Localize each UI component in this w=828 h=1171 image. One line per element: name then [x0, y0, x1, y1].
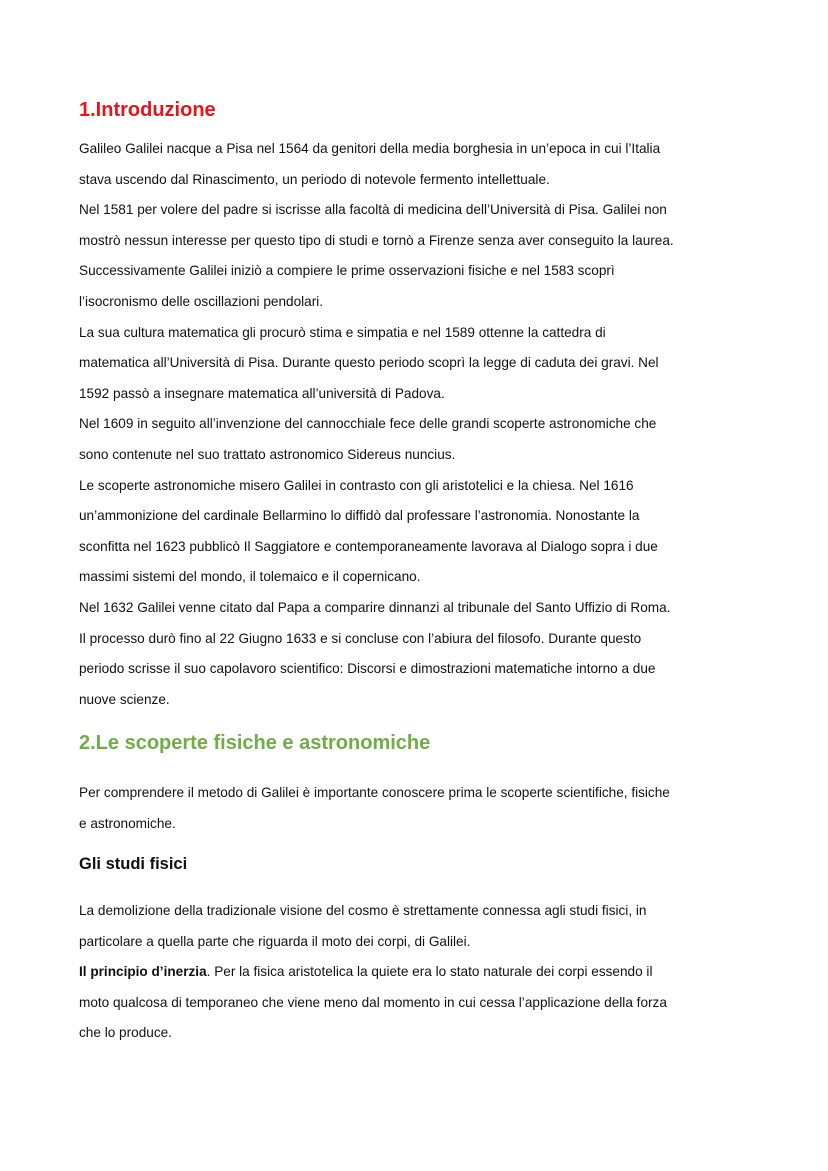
text-line: nuove scienze. [79, 691, 170, 707]
text-line: matematica all’Università di Pisa. Durante questo periodo scoprì la legge di caduta dei gravi. Nel [79, 355, 659, 371]
text-line: Nel 1632 Galilei venne citato dal Papa a comparire dinnanzi al tribunale del Santo Uffizio di Roma. [79, 599, 671, 615]
text-line: Nel 1609 in seguito all’invenzione del cannocchiale fece delle grandi scoperte astronomiche che [79, 416, 657, 432]
studi-fisici-paragraph [79, 896, 667, 1049]
text-line: 1592 passò a insegnare matematica all’università di Padova. [79, 385, 445, 401]
text-line: stava uscendo dal Rinascimento, un periodo di notevole fermento intellettuale. [79, 171, 550, 187]
text-line: massimi sistemi del mondo, il tolemaico e il copernicano. [79, 569, 421, 585]
text-line: e astronomiche. [79, 815, 176, 831]
text-line [79, 957, 667, 988]
text-line: La demolizione della tradizionale visione del cosmo è strettamente connessa agli studi fisici, in [79, 903, 647, 918]
text-line: Galileo Galilei nacque a Pisa nel 1564 da genitori della media borghesia in un’epoca in cui l’Italia [79, 141, 661, 156]
text-line: Le scoperte astronomiche misero Galilei in contrasto con gli aristotelici e la chiesa. Nel 1616 [79, 477, 634, 493]
scoperte-intro-paragraph [79, 778, 670, 839]
text-line: moto qualcosa di temporaneo che viene meno dal momento in cui cessa l’applicazione della forza [79, 994, 667, 1010]
text-line: che lo produce. [79, 1025, 172, 1041]
section-heading-introduzione: 1.Introduzione [79, 99, 216, 121]
text-line: Il processo durò fino al 22 Giugno 1633 e si concluse con l’abiura del filosofo. Durante questo [79, 630, 642, 646]
section-heading-scoperte: 2.Le scoperte fisiche e astronomiche [79, 732, 431, 754]
text-line: un’ammonizione del cardinale Bellarmino lo diffidò dal professare l’astronomia. Nonostante la [79, 508, 640, 524]
text-line: l’isocronismo delle oscillazioni pendolari. [79, 293, 324, 309]
text-line: Per comprendere il metodo di Galilei è importante conoscere prima le scoperte scientifiche, fisiche [79, 785, 670, 800]
text-line: mostrò nessun interesse per questo tipo di studi e tornò a Firenze senza aver conseguito la laurea. [79, 232, 674, 248]
text-line: particolare a quella parte che riguarda il moto dei corpi, di Galilei. [79, 933, 471, 949]
subheading-studi-fisici: Gli studi fisici [79, 855, 188, 873]
inertia-term: Il principio d’inerzia [79, 964, 207, 980]
text-line: sconfitta nel 1623 pubblicò Il Saggiatore e contemporaneamente lavorava al Dialogo sopra i due [79, 538, 658, 554]
inertia-text: . Per la fisica aristotelica la quiete era lo stato naturale dei corpi essendo il [206, 964, 653, 980]
text-line: Successivamente Galilei iniziò a compiere le prime osservazioni fisiche e nel 1583 scoprì [79, 263, 615, 279]
text-line: periodo scrisse il suo capolavoro scientifico: Discorsi e dimostrazioni matematiche intorno a due [79, 661, 656, 677]
text-line: sono contenute nel suo trattato astronomico Sidereus nuncius. [79, 446, 456, 462]
text-line: Nel 1581 per volere del padre si iscrisse alla facoltà di medicina dell’Università di Pisa. Galilei non [79, 202, 667, 218]
text-line: La sua cultura matematica gli procurò stima e simpatia e nel 1589 ottenne la cattedra di [79, 324, 606, 340]
intro-paragraphs [79, 134, 674, 715]
